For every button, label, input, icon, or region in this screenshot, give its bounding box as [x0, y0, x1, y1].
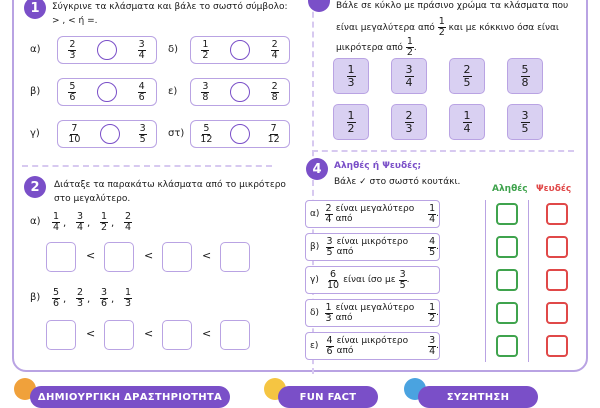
left-fraction: $\frac{5}{6}$: [69, 80, 76, 103]
fraction-card[interactable]: [449, 58, 485, 94]
fraction: $\frac{3}{6}$: [101, 287, 108, 309]
less-than-sign: <: [86, 249, 96, 262]
exercise-2-label: α): [30, 216, 41, 227]
false-checkbox[interactable]: [546, 269, 568, 291]
half-fraction-2: $\frac{1}{2}$: [406, 36, 413, 58]
comparison-box: [190, 36, 290, 64]
fraction-card[interactable]: [333, 58, 369, 94]
section-divider-left: [22, 165, 272, 167]
less-than-sign: <: [202, 327, 212, 340]
table-line-1: [485, 200, 486, 362]
fraction: $\frac{3}{5}$: [521, 108, 529, 135]
exercise-4-title: Αληθές ή Ψευδές;: [334, 161, 422, 171]
fraction-card[interactable]: [507, 58, 543, 94]
fraction-card[interactable]: [391, 58, 427, 94]
statement-row: [305, 299, 440, 327]
exercise-1-label: ε): [168, 86, 178, 97]
comma: ,: [87, 293, 91, 305]
answer-box[interactable]: [104, 242, 134, 272]
period: .: [436, 242, 439, 252]
statement-text: είναι ίσο με: [343, 275, 396, 285]
statement-label: ε): [310, 341, 319, 351]
statement-text: είναι μεγαλύτερο από: [335, 303, 415, 323]
false-checkbox[interactable]: [546, 302, 568, 324]
fraction-card[interactable]: [507, 104, 543, 140]
answer-box[interactable]: [162, 320, 192, 350]
left-fraction: $\frac{5}{12}$: [200, 122, 213, 145]
exercise-1-label: δ): [168, 44, 179, 55]
false-column-header: Ψευδές: [536, 184, 572, 194]
answer-box[interactable]: [46, 242, 76, 272]
right-fraction: $\frac{2}{4}$: [271, 38, 278, 61]
fraction: $\frac{2}{5}$: [463, 62, 471, 89]
statement-label: δ): [310, 308, 320, 318]
exercise-1-label: γ): [30, 128, 40, 139]
statement-row: [305, 233, 440, 261]
symbol-circle[interactable]: [100, 124, 120, 144]
fraction-item: [76, 288, 90, 309]
fraction: $\frac{1}{3}$: [347, 62, 355, 89]
statement-text: είναι μεγαλύτερο από: [335, 204, 415, 224]
half-fraction: $\frac{1}{2}$: [438, 16, 445, 38]
fraction: $\frac{1}{4}$: [463, 108, 471, 135]
true-column-header: Αληθές: [492, 184, 528, 194]
statement-fraction-1: $\frac{4}{6}$: [326, 334, 333, 357]
fraction: $\frac{3}{4}$: [77, 211, 84, 233]
statement-fraction-2: $\frac{3}{4}$: [429, 334, 436, 357]
exercise-1-label: στ): [168, 128, 185, 139]
answer-box[interactable]: [220, 320, 250, 350]
statement-text: είναι μικρότερο από: [336, 336, 409, 356]
exercise-4-instruction: Βάλε ✓ στο σωστό κουτάκι.: [334, 177, 461, 187]
table-line-2: [528, 200, 529, 362]
exercise-3-text-b: και με κόκκινο όσα είναι: [448, 23, 559, 33]
left-fraction: $\frac{7}{10}$: [68, 122, 81, 145]
comma: ,: [63, 293, 67, 305]
answer-box[interactable]: [162, 242, 192, 272]
right-fraction: $\frac{3}{5}$: [139, 122, 146, 145]
statement-fraction-1: $\frac{1}{3}$: [325, 301, 332, 324]
exercise-1-number: 1: [24, 0, 46, 19]
fraction-item: [52, 288, 66, 309]
statement-fraction-2: $\frac{4}{5}$: [429, 235, 436, 258]
exercise-3-instruction-2: [336, 17, 559, 38]
fraction: $\frac{2}{3}$: [405, 108, 413, 135]
symbol-circle[interactable]: [230, 82, 250, 102]
exercise-3-text-a: είναι μεγαλύτερα από: [336, 23, 435, 33]
answer-box[interactable]: [46, 320, 76, 350]
exercise-3-instruction-3: μικρότερα από $\frac{1}{2}$ .: [336, 36, 417, 58]
period: .: [436, 341, 439, 351]
less-than-sign: <: [202, 249, 212, 262]
statement-row: [305, 200, 440, 228]
false-checkbox[interactable]: [546, 203, 568, 225]
symbol-circle[interactable]: [230, 124, 250, 144]
true-checkbox[interactable]: [496, 269, 518, 291]
fraction: $\frac{1}{2}$: [347, 108, 355, 135]
right-fraction: $\frac{4}{6}$: [138, 80, 145, 103]
exercise-1-symbols: > , < ή =.: [52, 16, 98, 26]
fraction: $\frac{1}{4}$: [53, 211, 60, 233]
statement-label: β): [310, 242, 320, 252]
true-checkbox[interactable]: [496, 203, 518, 225]
comparison-box: [57, 36, 157, 64]
left-fraction: $\frac{2}{3}$: [69, 38, 76, 61]
comparison-box: [190, 120, 290, 148]
less-than-sign: <: [86, 327, 96, 340]
fraction: $\frac{2}{3}$: [77, 287, 84, 309]
statement-label: γ): [310, 275, 319, 285]
fraction-card[interactable]: [449, 104, 485, 140]
exercise-2-label: β): [30, 292, 41, 303]
exercise-1-instruction: Σύγκρινε τα κλάσματα και βάλε το σωστό σύμβολο:: [52, 2, 288, 12]
fun-fact-banner: FUN FACT: [278, 386, 378, 408]
fraction-item: [100, 288, 114, 309]
fraction-item: [124, 288, 132, 309]
fraction-card[interactable]: [333, 104, 369, 140]
comma: ,: [87, 217, 91, 229]
period: .: [436, 308, 439, 318]
left-fraction: $\frac{3}{8}$: [202, 80, 209, 103]
right-fraction: $\frac{3}{4}$: [138, 38, 145, 61]
comparison-box: [57, 120, 157, 148]
fraction-card[interactable]: [391, 104, 427, 140]
false-checkbox[interactable]: [546, 236, 568, 258]
left-fraction: $\frac{1}{2}$: [202, 38, 209, 61]
fraction-item: [124, 212, 132, 233]
comma: ,: [111, 293, 115, 305]
statement-fraction-2: $\frac{3}{5}$: [399, 268, 406, 291]
exercise-1-label: β): [30, 86, 41, 97]
right-fraction: $\frac{2}{8}$: [271, 80, 278, 103]
fraction: $\frac{5}{8}$: [521, 62, 529, 89]
less-than-sign: <: [144, 249, 154, 262]
section-divider-right: [312, 150, 574, 152]
exercise-3-text-c: μικρότερα από: [336, 43, 403, 53]
fraction: $\frac{5}{6}$: [53, 287, 60, 309]
statement-fraction-1: $\frac{2}{4}$: [325, 202, 332, 225]
exercise-2-number: 2: [24, 176, 46, 198]
statement-fraction-2: $\frac{1}{2}$: [429, 301, 436, 324]
statement-fraction-1: $\frac{6}{10}$: [327, 268, 340, 291]
fraction: $\frac{3}{4}$: [405, 62, 413, 89]
statement-fraction-1: $\frac{3}{5}$: [326, 235, 333, 258]
false-checkbox[interactable]: [546, 335, 568, 357]
comparison-box: [190, 78, 290, 106]
answer-box[interactable]: [220, 242, 250, 272]
fraction-item: [76, 212, 90, 233]
exercise-3-instruction: Βάλε σε κύκλο με πράσινο χρώμα τα κλάσματα που: [336, 1, 569, 11]
fraction-item: [52, 212, 66, 233]
statement-row: [305, 332, 440, 360]
fraction: $\frac{1}{2}$: [101, 211, 108, 233]
less-than-sign: <: [144, 327, 154, 340]
symbol-circle[interactable]: [97, 82, 117, 102]
period: .: [406, 275, 410, 285]
statement-fraction-2: $\frac{1}{4}$: [429, 202, 436, 225]
exercise-2-instruction-2: στο μεγαλύτερο.: [54, 194, 131, 204]
symbol-circle[interactable]: [97, 40, 117, 60]
symbol-circle[interactable]: [230, 40, 250, 60]
right-fraction: $\frac{7}{12}$: [267, 122, 280, 145]
statement-row: [305, 266, 440, 294]
true-checkbox[interactable]: [496, 236, 518, 258]
creative-activity-banner: ΔΗΜΙΟΥΡΓΙΚΗ ΔΡΑΣΤΗΡΙΟΤΗΤΑ: [30, 386, 230, 408]
true-checkbox[interactable]: [496, 302, 518, 324]
exercise-2-instruction: Διάταξε τα παρακάτω κλάσματα από το μικρότερο: [54, 180, 286, 190]
exercise-1-label: α): [30, 44, 41, 55]
period: .: [436, 209, 439, 219]
exercise-4-number: 4: [306, 158, 328, 180]
answer-box[interactable]: [104, 320, 134, 350]
comparison-box: [57, 78, 157, 106]
comma: ,: [63, 217, 67, 229]
statement-label: α): [310, 209, 320, 219]
comma: ,: [111, 217, 115, 229]
fraction-item: [100, 212, 114, 233]
fraction: $\frac{1}{3}$: [125, 287, 132, 309]
fraction: $\frac{2}{4}$: [125, 211, 132, 233]
statement-text: είναι μικρότερο από: [336, 237, 409, 257]
true-checkbox[interactable]: [496, 335, 518, 357]
discussion-banner: ΣΥΖΗΤΗΣΗ: [418, 386, 538, 408]
